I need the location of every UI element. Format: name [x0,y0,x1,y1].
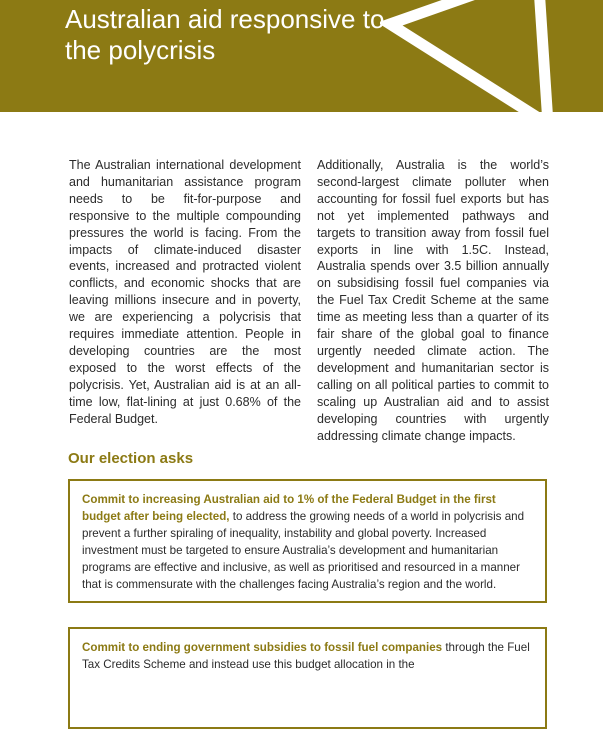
election-ask-text: to address the growing needs of a world in polycrisis and prevent a further spiraling of inequality, instability and global poverty. Increased investment must be targeted to ensure Australia’s development and humanitarian programs are effective and inclusive, as well as prioritised and resourced in a manner that is commensurate with the challenges facing Australia’s region and the world. [82,510,525,591]
intro-paragraph-left: The Australian international development and humanitarian assistance program needs to be fit-for-purpose and responsive to the multiple compounding pressures the world is facing. From the impacts of climate-induced disaster events, increased and protracted violent conflicts, and economic shocks that are leaving millions insecure and in poverty, we are experiencing a polycrisis that requires immediate attention. People in developing countries are the most exposed to the worst effects of the polycrisis. Yet, Australian aid is at an all-time low, flat-lining at just 0.68% of the Federal Budget. [69,158,301,426]
page-header [0,0,603,112]
triangle-graphic-icon [380,0,603,112]
election-ask-box [68,479,547,603]
section-heading-election-asks: Our election asks [68,450,194,467]
page-title: Australian aid responsive to the polycrisis [65,4,385,65]
election-ask-bold: Commit to ending government subsidies to fossil fuel companies [82,641,443,654]
election-ask-bold: Commit to increasing Australian aid to 1% of the Federal Budget in the first budget after being elected, [82,493,496,523]
election-ask-text: through the Fuel Tax Credits Scheme and instead use this budget allocation in the [82,641,530,671]
intro-paragraph-right: Additionally, Australia is the world’s second-largest climate polluter when accounting for fossil fuel exports but has not yet implemented pathways and targets to transition away from fossil fuel exports in line with 1.5C. Instead, Australia spends over 3.5 billion annually on subsidising fossil fuel companies via the Fuel Tax Credit Scheme at the same time as meeting less than a quarter of its fair share of the global goal to finance urgently needed climate action. The development and humanitarian sector is calling on all political parties to commit to scaling up Australian aid and to assist developing countries with urgently addressing climate change impacts. [317,158,549,443]
election-ask-box [68,627,547,729]
intro-column-right [317,157,549,444]
intro-column-left [69,157,301,428]
